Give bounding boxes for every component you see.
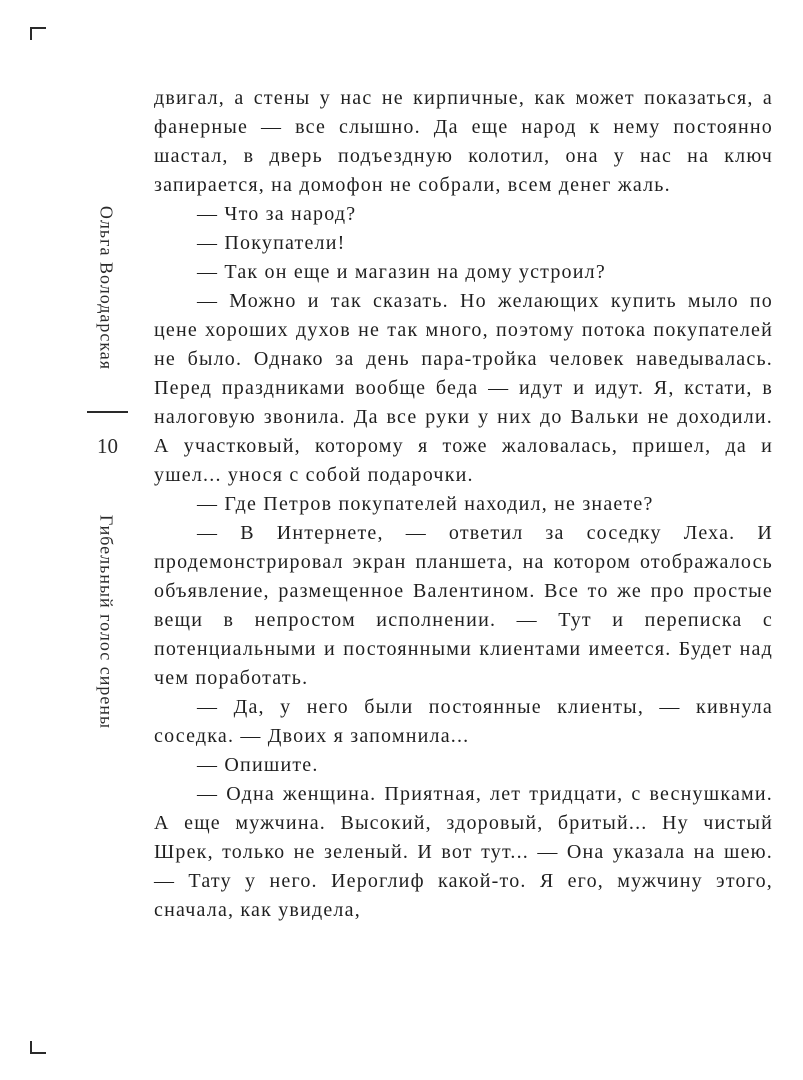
paragraph: — Где Петров покупателей находил, не знаете? — [197, 493, 654, 515]
page-border-corner-top-left — [30, 27, 46, 40]
paragraph: — Можно и так сказать. Но желающих купить мыло по цене хороших духов не так много, поэтому потока покупателей не было. Однако за день пара-тройка человек наведывалась. Перед праздниками вообще беда — идут и идут. Я, кстати, в налоговую звонила. Да все руки у них до Вальки не доходили. А участковый, которому я тоже жаловалась, пришел, да и ушел... унося с собой подарочки. — [154, 290, 773, 486]
paragraph: — Так он еще и магазин на дому устроил? — [197, 261, 606, 283]
paragraph: — Покупатели! — [197, 232, 346, 254]
paragraph: — Да, у него были постоянные клиенты, — кивнула соседка. — Двоих я запомнила... — [154, 696, 773, 747]
page-border-corner-bottom-left — [30, 1041, 46, 1054]
page-number: 10 — [97, 434, 118, 458]
paragraph: — Опишите. — [197, 754, 319, 776]
author-name: Ольга Володарская — [96, 205, 117, 371]
book-title: Гибельный голос сирены — [96, 514, 117, 730]
paragraph: — В Интернете, — ответил за соседку Леха. И продемонстрировал экран планшета, на котором отображалось объявление, размещенное Валентином. Все то же про простые вещи в непростом исполнении. — Тут и переписка с потенциальными и постоянными клиентами имеется. Будет над чем поработать. — [154, 522, 773, 689]
text-block — [154, 84, 773, 925]
paragraph: — Одна женщина. Приятная, лет тридцати, с веснушками. А еще мужчина. Высокий, здоровый, бритый... Ну чистый Шрек, только не зеленый. И вот тут... — Она указала на шею. — Тату у него. Иероглиф какой-то. Я его, мужчину этого, сначала, как увидела, — [154, 783, 773, 921]
margin-rule — [87, 411, 128, 413]
paragraph: двигал, а стены у нас не кирпичные, как может показаться, а фанерные — все слышно. Да еще народ к нему постоянно шастал, в дверь подъездную колотил, она у нас на ключ запирается, на домофон не собрали, всем денег жаль. — [154, 87, 773, 196]
paragraph: — Что за народ? — [197, 203, 357, 225]
